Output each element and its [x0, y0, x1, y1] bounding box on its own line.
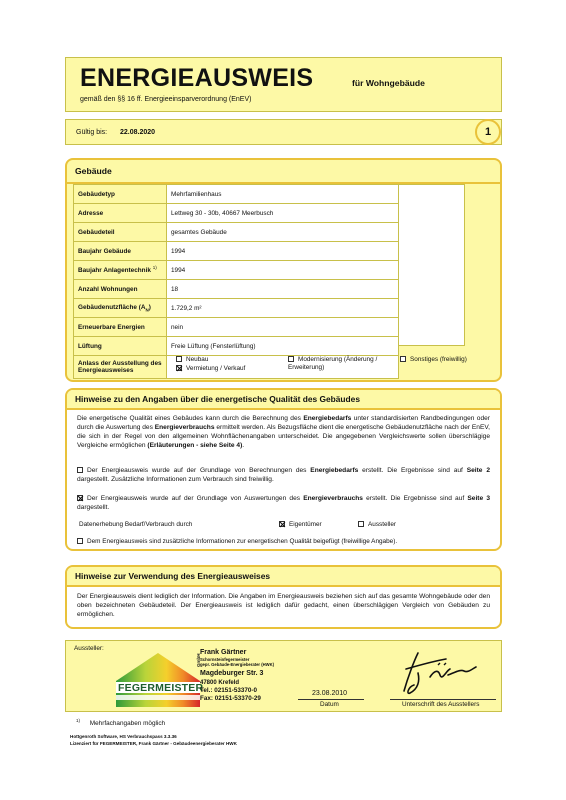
row-label: Lüftung	[74, 337, 167, 356]
occasion-modernisation[interactable]: Modernisierung (Änderung / Erweiterung)	[288, 356, 378, 371]
occasion-other[interactable]: Sonstiges (freiwillig)	[400, 356, 467, 364]
usage-title-bar	[67, 567, 500, 587]
row-label: Anlass der Ausstellung des Energieausweises	[74, 356, 167, 379]
valid-label: Gültig bis:	[76, 129, 108, 136]
row-value: 18	[167, 280, 399, 299]
issuer-title-1: Schornsteinfegermeister	[200, 657, 250, 662]
checkbox-checked[interactable]	[279, 521, 285, 527]
table-row	[74, 261, 399, 280]
page-number: 1	[484, 126, 492, 138]
table-row	[74, 223, 399, 242]
row-value: Freie Lüftung (Fensterlüftung)	[167, 337, 399, 356]
row-value: Lettweg 30 - 30b, 40667 Meerbusch	[167, 204, 399, 223]
page-title: ENERGIEAUSWEIS	[80, 64, 314, 92]
usage-section	[65, 565, 502, 629]
row-label: Gebäudenutzfläche $(A_N)$	[74, 299, 167, 318]
building-photo-area	[398, 184, 465, 346]
row-label: Anzahl Wohnungen	[74, 280, 167, 299]
row-label: Baujahr Anlagentechnik $^{1)}$	[74, 261, 167, 280]
valid-date: 22.08.2020	[120, 129, 156, 136]
footnote-mark: 1)	[76, 718, 81, 723]
row-label: Baujahr Gebäude	[74, 242, 167, 261]
row-value: nein	[167, 318, 399, 337]
issuer-city: 47800 Krefeld	[200, 680, 240, 686]
table-row	[74, 280, 399, 299]
title-box	[65, 57, 502, 112]
building-table	[73, 184, 399, 379]
row-label: Gebäudeteil	[74, 223, 167, 242]
issuer-address	[200, 649, 310, 703]
collection-owner-option[interactable]: Eigentümer	[279, 521, 322, 529]
issuer-label: Aussteller:	[74, 645, 104, 652]
issuer-fax: Fax: 02151-53370-29	[200, 695, 261, 702]
building-section	[65, 158, 502, 382]
page-number-badge	[475, 119, 501, 145]
signature-image	[384, 647, 496, 699]
footnote-text: Mehrfachangaben möglich	[89, 720, 166, 728]
notes-title: Hinweise zu den Angaben über die energetische Qualität des Gebäudes	[75, 394, 360, 404]
usage-text-wrap	[77, 592, 490, 619]
issuer-name: Frank Gärtner	[200, 649, 247, 656]
software-line-1: Hottgenroth Software, HS Verbrauchspass 3.3.36	[70, 734, 177, 739]
row-label: Erneuerbare Energien	[74, 318, 167, 337]
notes-section	[65, 388, 502, 551]
row-value: Mehrfamilienhaus	[167, 185, 399, 204]
table-row	[74, 242, 399, 261]
software-line-2: Lizenziert für FEGERMEISTER, Frank Gärtner - Gebäudeenergieberater HWK	[70, 741, 237, 746]
occasion-new-build[interactable]: Neubau	[176, 356, 208, 364]
table-row	[74, 204, 399, 223]
energy-house-icon	[112, 651, 204, 709]
usage-title: Hinweise zur Verwendung des Energieausweises	[75, 571, 271, 581]
footnote-ref: 1)	[152, 265, 157, 271]
row-label: Gebäudetyp	[74, 185, 167, 204]
issuer-section	[65, 640, 502, 712]
checkbox-checked[interactable]	[77, 495, 83, 501]
checkbox[interactable]	[77, 538, 83, 544]
row-label: Adresse	[74, 204, 167, 223]
checkbox[interactable]	[400, 356, 406, 362]
table-row	[74, 185, 399, 204]
checkbox[interactable]	[288, 356, 294, 362]
footnote	[76, 718, 165, 727]
logo-wordmark: FEGERMEISTER	[118, 682, 204, 694]
checkbox[interactable]	[77, 467, 83, 473]
extra-info-option[interactable]: Dem Energieausweis sind zusätzliche Informationen zur energetischen Qualität beigefügt (freiwillige Angabe).	[77, 538, 397, 546]
collection-issuer-option[interactable]: Aussteller	[358, 521, 396, 529]
table-row	[74, 299, 399, 318]
fegermeister-logo	[112, 651, 204, 709]
signature-caption: Unterschrift des Ausstellers	[402, 701, 480, 708]
usage-text: Der Energieausweis dient lediglich der Information. Die Angaben im Energieausweis beziehen sich auf das gesamte Wohngebäude oder den oben bezeichneten Gebäudeteil. Der Energieausweis ist lediglich dafür gedacht, einen überschlägigen Vergleich von Gebäuden zu ermöglichen.	[77, 593, 490, 618]
date-line	[298, 699, 364, 700]
notes-title-bar	[67, 390, 500, 410]
data-collection-label: Datenerhebung Bedarf/Verbrauch durch	[79, 521, 193, 528]
date-caption: Datum	[320, 701, 339, 708]
row-value: 1994	[167, 242, 399, 261]
logo-gmbh: GmbH	[196, 653, 201, 667]
page-subtitle: gemäß den §§ 16 ff. Energieeinsparverordnung (EnEV)	[80, 96, 252, 103]
issuer-phone: Tel.: 02151-53370-0	[200, 687, 257, 694]
notes-option-consumption[interactable]: Der Energieausweis wurde auf der Grundlage von Auswertungen des Energieverbrauchs erstellt. Die Ergebnisse sind auf Seite 3 dargestellt.	[77, 495, 490, 511]
row-value: 1994	[167, 261, 399, 280]
signature-line	[390, 699, 496, 700]
building-section-title: Gebäude	[75, 166, 112, 176]
checkbox[interactable]	[358, 521, 364, 527]
page-title-suffix: für Wohngebäude	[352, 78, 425, 88]
notes-option-demand[interactable]: Der Energieausweis wurde auf der Grundlage von Berechnungen des Energiebedarfs erstellt. Die Ergebnisse sind auf Seite 2 dargestellt. Zusätzliche Informationen zum Verbrauch sind freiwillig.	[77, 467, 490, 483]
validity-bar	[65, 119, 502, 145]
issue-date: 23.08.2010	[312, 690, 348, 697]
occasion-rental-sale[interactable]: Vermietung / Verkauf	[176, 365, 245, 373]
issuer-title-2: gepr. Gebäude-Energieberater (HWK)	[200, 662, 274, 667]
table-row	[74, 318, 399, 337]
row-value: 1.729,2 m²	[167, 299, 399, 318]
table-row	[74, 337, 399, 356]
checkbox[interactable]	[176, 356, 182, 362]
notes-intro: Die energetische Qualität eines Gebäudes kann durch die Berechnung des Energiebedarfs unter standardisierten Randbedingungen oder durch die Auswertung des Energieverbrauchs ermittelt werden. Als Bezugsfläche dient die energetische Gebäudenutzfläche nach der EnEV, die sich in der Regel von den allgemeinen Wohnflächenangaben unterscheidet. Die angegebenen Vergleichswerte sollen überschlägige Vergleiche ermöglichen (Erläuterungen - siehe Seite 4).	[77, 415, 490, 449]
checkbox-checked[interactable]	[176, 365, 182, 371]
row-value: gesamtes Gebäude	[167, 223, 399, 242]
issuer-street: Magdeburger Str. 3	[200, 670, 264, 677]
